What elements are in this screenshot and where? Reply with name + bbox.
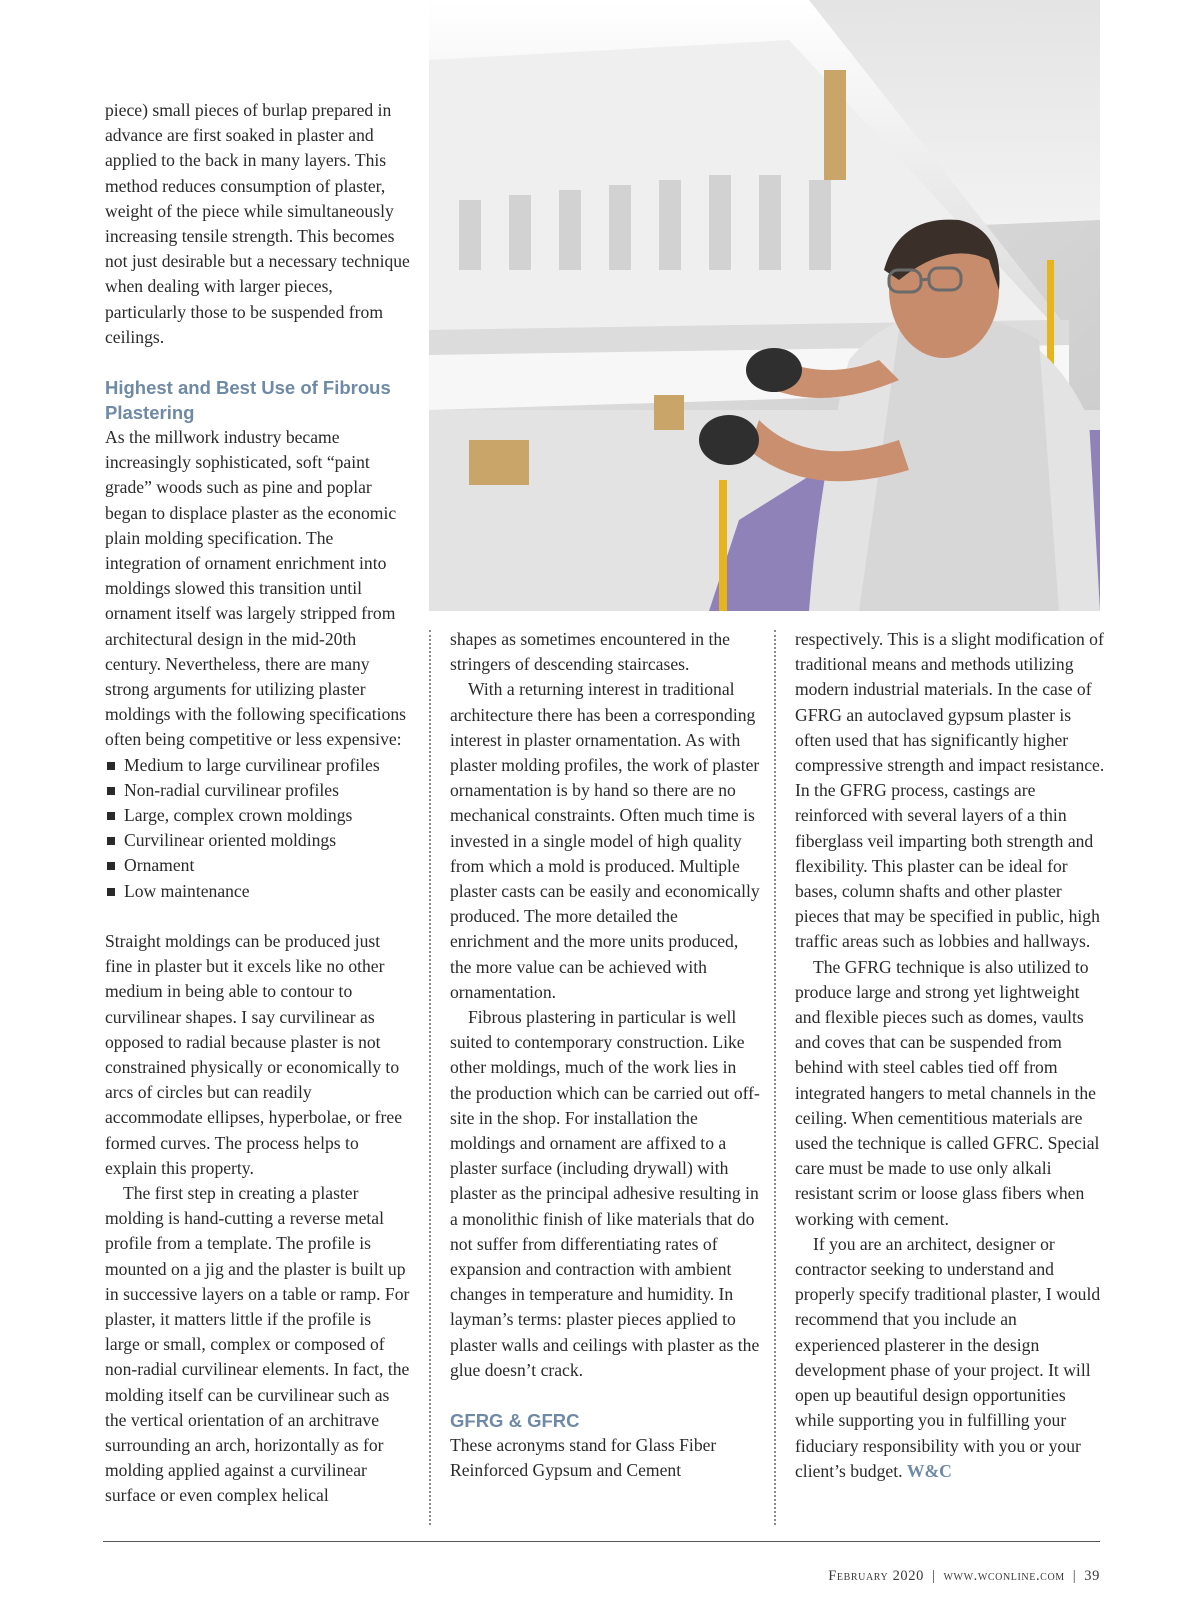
bullet-item: Curvilinear oriented moldings (105, 828, 410, 853)
col2-paragraph-1: shapes as sometimes encountered in the stringers of descending staircases. (450, 629, 730, 675)
page-number: 39 (1084, 1568, 1100, 1584)
col3-paragraph-3-text: If you are an architect, designer or contractor seeking to understand and properly specify traditional plaster, I would recommend that you include an experienced plasterer in the design development phase of your project. It will open up beautiful design opportunities while supporting you in fulfilling your fiduciary responsibility with you or your client’s budget. (795, 1233, 1101, 1481)
bullet-item: Non-radial curvilinear profiles (105, 778, 410, 803)
issue-date: February 2020 (828, 1568, 924, 1584)
col2-paragraph-4: These acronyms stand for Glass Fiber Reinforced Gypsum and Cement (450, 1435, 717, 1481)
bullet-item: Ornament (105, 853, 410, 878)
col3-paragraph-2: The GFRG technique is also utilized to produce large and strong yet lightweight and flexible pieces such as domes, vaults and coves that can be suspended from behind with steel cables tied off from integrated hangers to metal channels in the ceiling. When cementitious materials are used the technique is called GFRC. Special care must be made to use only alkali resistant scrim or loose glass fibers when working with cement. (795, 956, 1100, 1229)
col2-paragraph-2: With a returning interest in traditional architecture there has been a corresponding interest in plaster ornamentation. As with plaster molding profiles, the work of plaster ornamentation is by hand so there are no mechanical constraints. Often much time is invested in a single model of high quality from which a mold is produced. Multiple plaster casts can be easily and economically produced. The more detailed the enrichment and the more units produced, the more value can be achieved with ornamentation. (450, 679, 760, 1002)
article-photo (429, 0, 1100, 611)
spec-bullet-list (105, 753, 410, 904)
bullet-item: Low maintenance (105, 879, 410, 904)
section-heading-fibrous: Highest and Best Use of Fibrous Plastering (105, 377, 391, 424)
bullet-item: Medium to large curvilinear profiles (105, 753, 410, 778)
section-heading-gfrg: GFRG & GFRC (450, 1410, 580, 1432)
col1-paragraph-2: As the millwork industry became increasingly sophisticated, soft “paint grade” woods such as pine and poplar began to displace plaster as the economic plain molding specification. The integration of ornament enrichment into moldings slowed this transition until ornament itself was largely stripped from architectural design in the mid-20th century. Nevertheless, there are many strong arguments for utilizing plaster moldings with the following specifications often being competitive or less expensive: (105, 427, 407, 750)
col3-paragraph-3 (795, 1232, 1105, 1484)
col2-paragraph-3: Fibrous plastering in particular is well suited to contemporary construction. Like other moldings, much of the work lies in the production which can be carried out off-site in the shop. For installation the moldings and ornament are affixed to a plaster surface (including drywall) with plaster as the principal adhesive resulting in a monolithic finish of like materials that do not suffer from differentiating rates of expansion and contraction with ambient changes in temperature and humidity. In layman’s terms: plaster pieces applied to plaster walls and ceilings with plaster as the glue doesn’t crack. (450, 1007, 760, 1380)
column-divider (429, 630, 431, 1525)
page-footer: February 2020 | www.wconline.com | 39 (828, 1568, 1100, 1584)
column-2 (450, 627, 760, 1484)
footer-rule (103, 1541, 1100, 1542)
column-1 (105, 98, 410, 1509)
col1-paragraph-4: The first step in creating a plaster molding is hand-cutting a reverse metal profile from a template. The profile is mounted on a jig and the plaster is built up in successive layers on a table or ramp. For plaster, it matters little if the profile is large or small, complex or composed of non-radial curvilinear elements. In fact, the molding itself can be curvilinear such as the vertical orientation of an architrave surrounding an arch, horizontally as for molding applied against a curvilinear surface or even complex helical (105, 1182, 410, 1506)
column-3 (795, 627, 1105, 1484)
col3-paragraph-1: respectively. This is a slight modification of traditional means and methods utilizing modern industrial materials. In the case of GFRG an autoclaved gypsum plaster is often used that has significantly higher compressive strength and impact resistance. In the GFRG process, castings are reinforced with several layers of a thin fiberglass veil imparting both strength and flexibility. This plaster can be ideal for bases, column shafts and other plaster pieces that may be specified in public, high traffic areas such as lobbies and hallways. (795, 629, 1105, 952)
column-divider (774, 630, 776, 1525)
col1-paragraph-1: piece) small pieces of burlap prepared in advance are first soaked in plaster and applied to the back in many layers. This method reduces consumption of plaster, weight of the piece while simultaneously increasing tensile strength. This becomes not just desirable but a necessary technique when dealing with larger pieces, particularly those to be suspended from ceilings. (105, 100, 410, 347)
website-link[interactable]: www.wconline.com (943, 1568, 1065, 1584)
col1-paragraph-3: Straight moldings can be produced just fine in plaster but it excels like no other medium in being able to contour to curvilinear shapes. I say curvilinear as opposed to radial because plaster is not constrained physically or economically to arcs of circles but can readily accommodate ellipses, hyperbolae, or free formed curves. The process helps to explain this property. (105, 930, 403, 1178)
end-signature: W&C (906, 1460, 952, 1481)
bullet-item: Large, complex crown moldings (105, 803, 410, 828)
